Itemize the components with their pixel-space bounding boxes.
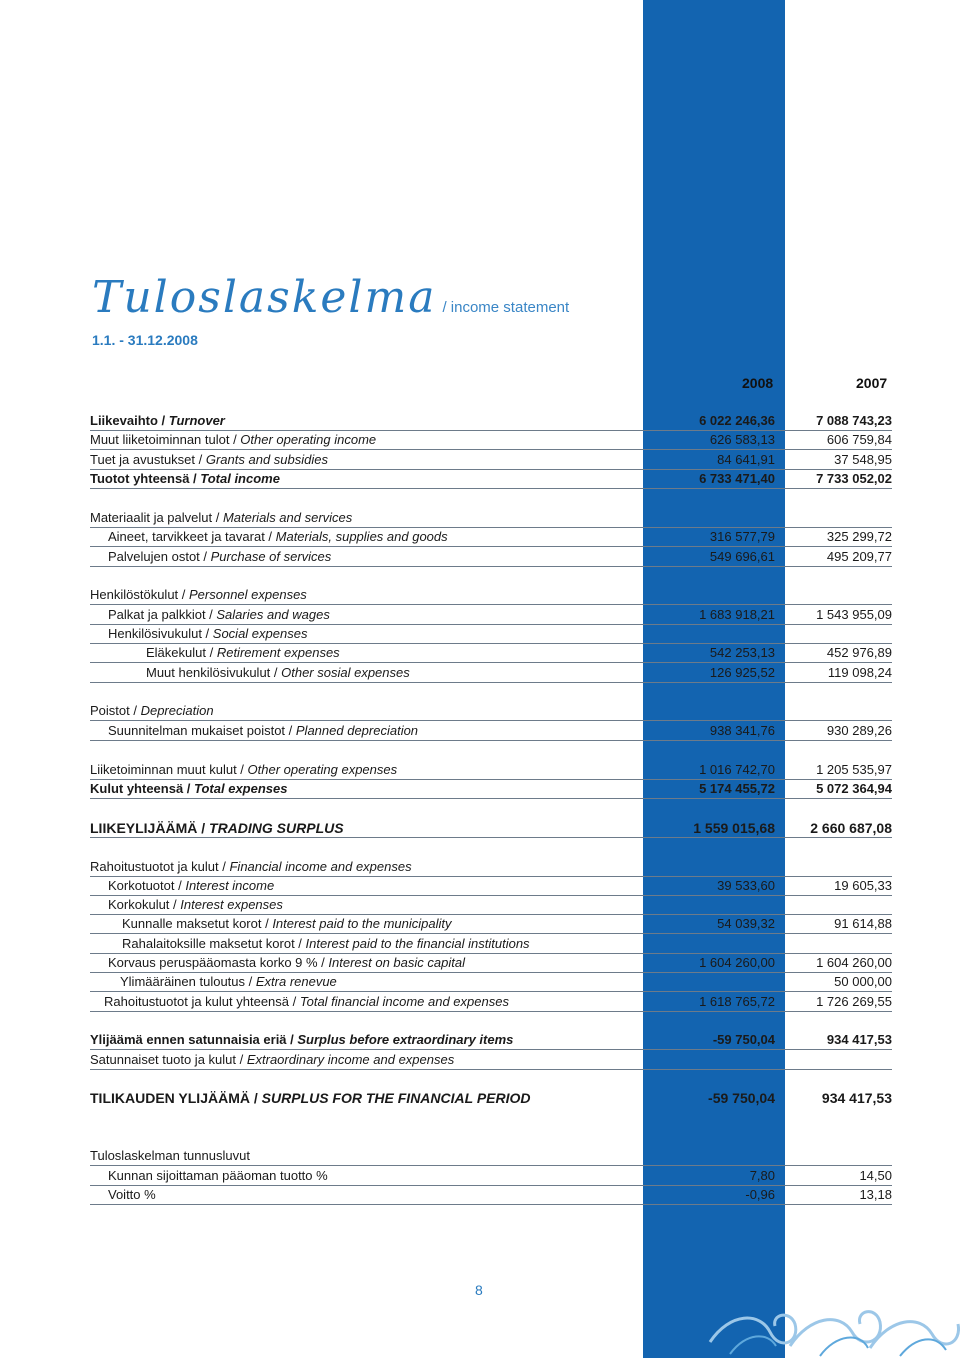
- row-label-finnish: Rahoitustuotot ja kulut yhteensä /: [104, 994, 300, 1009]
- row-label-english: Retirement expenses: [216, 645, 340, 660]
- value-2008: 1 604 260,00: [699, 955, 775, 970]
- page-number: 8: [475, 1282, 483, 1298]
- table-row: [90, 876, 892, 896]
- row-label-finnish: Muut liiketoiminnan tulot /: [90, 432, 241, 447]
- row-label: [108, 723, 418, 738]
- row-label-finnish: Korkotuotot /: [108, 878, 186, 893]
- table-row: [90, 1030, 892, 1050]
- row-label-finnish: TILIKAUDEN YLIJÄÄMÄ /: [90, 1090, 262, 1106]
- row-label: [90, 762, 397, 777]
- row-label: [120, 974, 337, 989]
- row-label: [108, 955, 465, 970]
- row-label-english: Materials and services: [222, 510, 353, 525]
- value-2008: 938 341,76: [709, 723, 775, 738]
- row-label: [108, 607, 330, 622]
- table-row: [90, 972, 892, 992]
- row-label: [122, 936, 530, 951]
- row-label-finnish: Palkat ja palkkiot /: [108, 607, 217, 622]
- value-2008: 542 253,13: [709, 645, 775, 660]
- title-finnish: Tuloslaskelma: [92, 272, 437, 323]
- row-label: [90, 413, 225, 428]
- row-label: [122, 916, 452, 931]
- value-2007: 50 000,00: [834, 974, 892, 989]
- value-2008: 549 696,61: [709, 549, 775, 564]
- value-2008: 1 683 918,21: [699, 607, 775, 622]
- table-row: [90, 450, 892, 470]
- row-label: [90, 1032, 513, 1047]
- row-label-english: Extra renevue: [255, 974, 337, 989]
- value-2008: 84 641,91: [717, 452, 775, 467]
- row-label: [90, 1052, 454, 1067]
- table-row: [90, 895, 892, 915]
- table-row: [90, 547, 892, 567]
- row-label-english: Financial income and expenses: [229, 859, 412, 874]
- row-label: [90, 781, 287, 796]
- row-label-finnish: Muut henkilösivukulut /: [146, 665, 282, 680]
- row-label-english: Interest expenses: [180, 897, 283, 912]
- row-label-finnish: Poistot /: [90, 703, 141, 718]
- row-label: [90, 471, 280, 486]
- value-2007: 91 614,88: [834, 916, 892, 931]
- value-2007: 606 759,84: [826, 432, 892, 447]
- row-label-english: Other operating expenses: [247, 762, 398, 777]
- row-label-english: Interest income: [185, 878, 275, 893]
- row-label-english: Surplus before extraordinary items: [297, 1032, 514, 1047]
- row-label: [90, 820, 344, 836]
- value-2007: 930 289,26: [826, 723, 892, 738]
- value-2007: 1 205 535,97: [816, 762, 892, 777]
- table-row: [90, 1050, 892, 1070]
- row-label: [90, 510, 352, 525]
- value-2007: 1 726 269,55: [816, 994, 892, 1009]
- title-english: / income statement: [442, 299, 570, 316]
- value-2008: 5 174 455,72: [699, 781, 775, 796]
- table-row: [90, 779, 892, 799]
- value-2008: -59 750,04: [708, 1090, 775, 1106]
- row-label-finnish: Tuet ja avustukset /: [90, 452, 206, 467]
- row-label: [104, 994, 509, 1009]
- row-label-english: Turnover: [168, 413, 225, 428]
- row-label-english: Purchase of services: [210, 549, 332, 564]
- value-2007: 934 417,53: [826, 1032, 892, 1047]
- table-row: [90, 605, 892, 625]
- row-label-finnish: Tuloslaskelman tunnusluvut: [90, 1148, 250, 1163]
- value-2008: 626 583,13: [709, 432, 775, 447]
- value-2007: 19 605,33: [834, 878, 892, 893]
- reporting-period: 1.1. - 31.12.2008: [92, 332, 198, 348]
- row-label-english: SURPLUS FOR THE FINANCIAL PERIOD: [261, 1090, 531, 1106]
- row-label: [108, 626, 307, 641]
- row-label-english: Other sosial expenses: [281, 665, 410, 680]
- row-label-finnish: Palvelujen ostot /: [108, 549, 211, 564]
- row-label-english: Social expenses: [212, 626, 308, 641]
- table-row: [90, 857, 892, 877]
- value-2008: 316 577,79: [709, 529, 775, 544]
- row-label: [108, 549, 331, 564]
- row-label: [108, 897, 283, 912]
- value-2008: 126 925,52: [709, 665, 775, 680]
- row-label-finnish: Satunnaiset tuoto ja kulut /: [90, 1052, 247, 1067]
- table-row: [90, 934, 892, 954]
- row-label-finnish: Eläkekulut /: [146, 645, 217, 660]
- row-label: [108, 1187, 156, 1202]
- row-label-finnish: Kunnalle maksetut korot /: [122, 916, 273, 931]
- table-row: [90, 1146, 892, 1166]
- row-label: [108, 1168, 328, 1183]
- row-label: [146, 645, 340, 660]
- row-label-finnish: LIIKEYLIJÄÄMÄ /: [90, 820, 210, 836]
- value-2007: 1 543 955,09: [816, 607, 892, 622]
- table-row: [90, 1166, 892, 1186]
- row-label-finnish: Ylijäämä ennen satunnaisia eriä /: [90, 1032, 298, 1047]
- value-2007: 934 417,53: [821, 1090, 892, 1106]
- row-label: [146, 665, 410, 680]
- value-2007: 14,50: [859, 1168, 892, 1183]
- value-2007: 452 976,89: [826, 645, 892, 660]
- row-label-finnish: Henkilöstökulut /: [90, 587, 189, 602]
- value-2007: 5 072 364,94: [816, 781, 892, 796]
- table-row: [90, 508, 892, 528]
- value-2008: 39 533,60: [717, 878, 775, 893]
- row-label-finnish: Suunnitelman mukaiset poistot /: [108, 723, 296, 738]
- row-label-finnish: Materiaalit ja palvelut /: [90, 510, 223, 525]
- row-label-finnish: Korkokulut /: [108, 897, 181, 912]
- table-row: [90, 585, 892, 605]
- value-2008: 1 618 765,72: [699, 994, 775, 1009]
- row-label-english: Depreciation: [140, 703, 214, 718]
- row-label: [108, 878, 274, 893]
- row-label-english: Interest on basic capital: [328, 955, 465, 970]
- value-2007: 7 088 743,23: [816, 413, 892, 428]
- table-row: [90, 1088, 892, 1107]
- row-label-english: Extraordinary income and expenses: [246, 1052, 455, 1067]
- value-2007: 7 733 052,02: [816, 471, 892, 486]
- row-label-finnish: Liiketoiminnan muut kulut /: [90, 762, 248, 777]
- table-row: [90, 643, 892, 663]
- table-row: [90, 430, 892, 450]
- row-label-finnish: Kunnan sijoittaman pääoman tuotto %: [108, 1168, 328, 1183]
- value-2008: 7,80: [749, 1168, 775, 1183]
- table-row: [90, 1185, 892, 1205]
- row-label-english: Total income: [200, 471, 280, 486]
- row-label-english: Grants and subsidies: [205, 452, 328, 467]
- row-label: [90, 703, 214, 718]
- value-2008: 1 016 742,70: [699, 762, 775, 777]
- row-label: [108, 529, 448, 544]
- value-2008: 54 039,32: [717, 916, 775, 931]
- row-label-english: Total expenses: [194, 781, 288, 796]
- value-2008: 6 022 246,36: [699, 413, 775, 428]
- row-label: [90, 1090, 531, 1106]
- value-2008: 6 733 471,40: [699, 471, 775, 486]
- row-label-finnish: Voitto %: [108, 1187, 156, 1202]
- table-row: [90, 469, 892, 489]
- row-label: [90, 587, 307, 602]
- row-label: [90, 432, 376, 447]
- table-row: [90, 914, 892, 934]
- value-2008: 1 559 015,68: [693, 820, 775, 836]
- value-2008: -59 750,04: [712, 1032, 775, 1047]
- value-2007: 1 604 260,00: [816, 955, 892, 970]
- row-label-finnish: Henkilösivukulut /: [108, 626, 213, 641]
- year-header-2008: 2008: [742, 375, 774, 391]
- row-label: [90, 859, 412, 874]
- table-row: [90, 721, 892, 741]
- table-row: [90, 701, 892, 721]
- row-label-english: Planned depreciation: [295, 723, 419, 738]
- row-label-english: Other operating income: [240, 432, 377, 447]
- value-2008: -0,96: [745, 1187, 775, 1202]
- row-label: [90, 1148, 250, 1163]
- row-label-finnish: Rahalaitoksille maksetut korot /: [122, 936, 306, 951]
- row-label-english: Total financial income and expenses: [299, 994, 509, 1009]
- row-label-english: TRADING SURPLUS: [209, 820, 344, 836]
- value-2007: 37 548,95: [834, 452, 892, 467]
- row-label-finnish: Rahoitustuotot ja kulut /: [90, 859, 230, 874]
- value-2007: 325 299,72: [826, 529, 892, 544]
- row-label-english: Interest paid to the municipality: [272, 916, 452, 931]
- table-row: [90, 411, 892, 431]
- row-label-finnish: Aineet, tarvikkeet ja tavarat /: [108, 529, 276, 544]
- table-row: [90, 953, 892, 973]
- value-2007: 2 660 687,08: [810, 820, 892, 836]
- table-row: [90, 663, 892, 683]
- row-label-english: Interest paid to the financial institutions: [305, 936, 530, 951]
- row-label-finnish: Ylimääräinen tuloutus /: [120, 974, 256, 989]
- row-label-finnish: Liikevaihto /: [90, 413, 169, 428]
- row-label-english: Personnel expenses: [189, 587, 307, 602]
- table-row: [90, 818, 892, 838]
- wave-decoration-icon: [700, 1262, 960, 1358]
- row-label-finnish: Tuotot yhteensä /: [90, 471, 201, 486]
- table-row: [90, 760, 892, 780]
- table-row: [90, 992, 892, 1012]
- value-2007: 119 098,24: [827, 665, 892, 680]
- year-header-2007: 2007: [856, 375, 888, 391]
- row-label-finnish: Kulut yhteensä /: [90, 781, 195, 796]
- value-2007: 495 209,77: [826, 549, 892, 564]
- value-2007: 13,18: [859, 1187, 892, 1202]
- row-label-english: Salaries and wages: [216, 607, 330, 622]
- row-label-finnish: Korvaus peruspääomasta korko 9 % /: [108, 955, 329, 970]
- row-label-english: Materials, supplies and goods: [275, 529, 448, 544]
- table-row: [90, 527, 892, 547]
- row-label: [90, 452, 328, 467]
- table-row: [90, 624, 892, 644]
